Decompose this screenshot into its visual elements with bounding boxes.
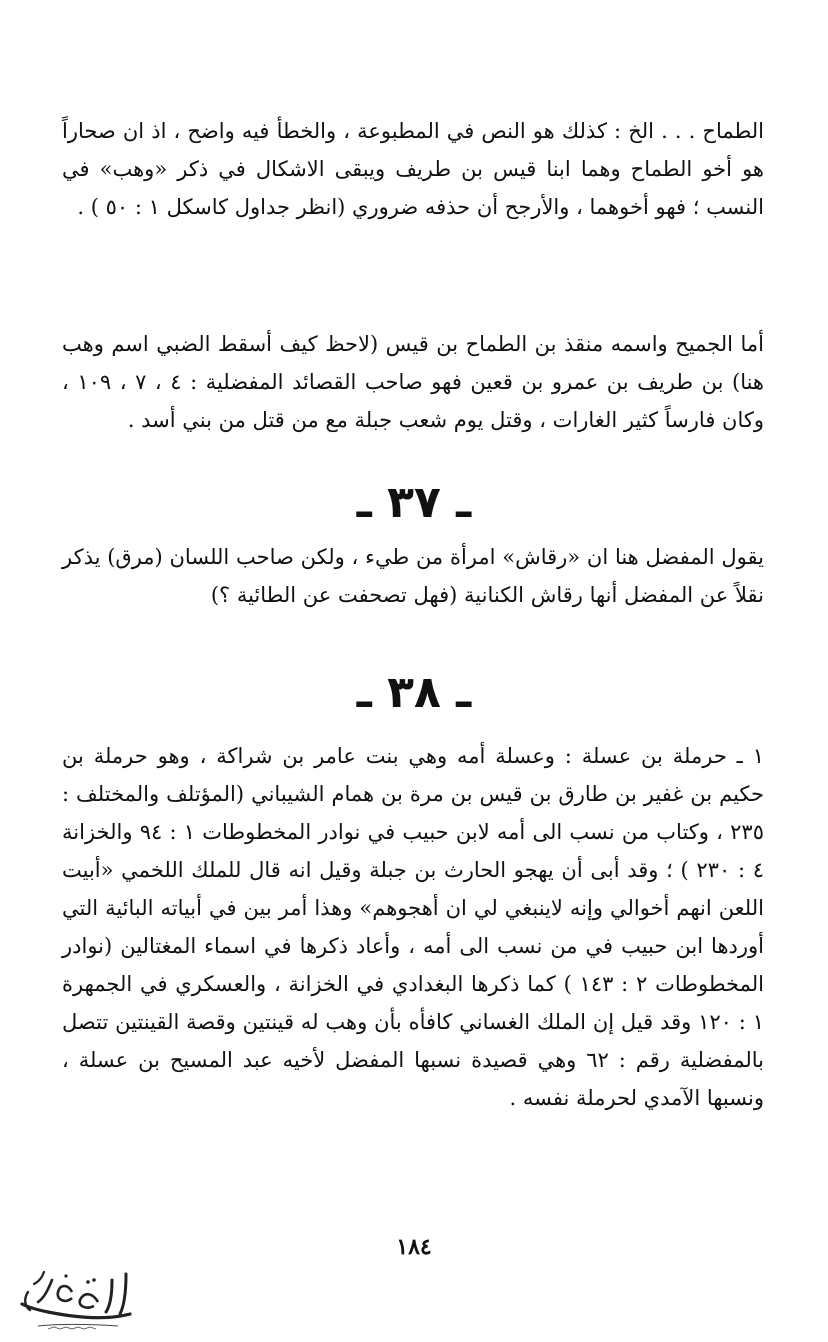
note-paragraph-4: ١ ـ حرملة بن عسلة : وعسلة أمه وهي بنت عامر بن شراكة ، وهو حرملة بن حكيم بن غفير بن طارق بن قيس بن مرة بن همام الشيباني (المؤتلف والمختلف : ٢٣٥ ، وكتاب من نسب الى أمه لابن حبيب في نوادر المخطوطات ١ : ٩٤ والخزانة ٤ : ٢٣٠ ) ؛ وقد أبى أن يهجو الحارث بن جبلة وقيل انه قال للملك اللخمي «أبيت اللعن انهم أخوالي وإنه لاينبغي لي ان أهجوهم» وهذا أمر بين في أبياته البائية التي أوردها ابن حبيب في من نسب الى أمه ، وأعاد ذكرها في اسماء المغتالين (نوادر المخطوطات ٢ : ١٤٣ ) كما ذكرها البغدادي في الخزانة ، والعسكري في الجمهرة ١ : ١٢٠ وقد قيل إن الملك الغساني كافأه بأن وهب له قينتين وقصة القينتين تتصل بالمفضلية رقم : ٦٢ وهي قصيدة نسبها المفضل لأخيه عبد المسيح بن عسلة ، ونسبها الآمدي لحرملة نفسه . — [62, 744, 765, 1110]
note-paragraph-1: الطماح . . . الخ : كذلك هو النص في المطبوعة ، والخطأ فيه واضح ، اذ ان صحاراً هو أخو الطماح وهما ابنا قيس بن طريف ويبقى الاشكال في ذكر «وهب» في النسب ؛ فهو أخوهما ، والأرجح أن حذفه ضروري (انظر جداول كاسكل ١ : ٥٠ ) . — [62, 119, 764, 219]
library-stamp-logo — [8, 1262, 140, 1334]
calligraphy-stamp-icon — [8, 1262, 140, 1334]
note-paragraph-3: يقول المفضل هنا ان «رقاش» امرأة من طيء ، ولكن صاحب اللسان (مرق) يذكر نقلاً عن المفضل أنها رقاش الكنانية (فهل تصحفت عن الطائية ؟) — [62, 545, 764, 607]
section-heading-37: ـ ٣٧ ـ — [356, 477, 472, 528]
section-heading-38: ـ ٣٨ ـ — [356, 667, 472, 718]
page-number: ١٨٤ — [396, 1234, 432, 1260]
note-paragraph-2: أما الجميح واسمه منقذ بن الطماح بن قيس (لاحظ كيف أسقط الضبي اسم وهب هنا) بن طريف بن عمرو بن قعين فهو صاحب القصائد المفضلية : ٤ ، ٧ ، ١٠٩ ، وكان فارساً كثير الغارات ، وقتل يوم شعب جبلة مع من قتل من بني أسد . — [62, 332, 764, 432]
